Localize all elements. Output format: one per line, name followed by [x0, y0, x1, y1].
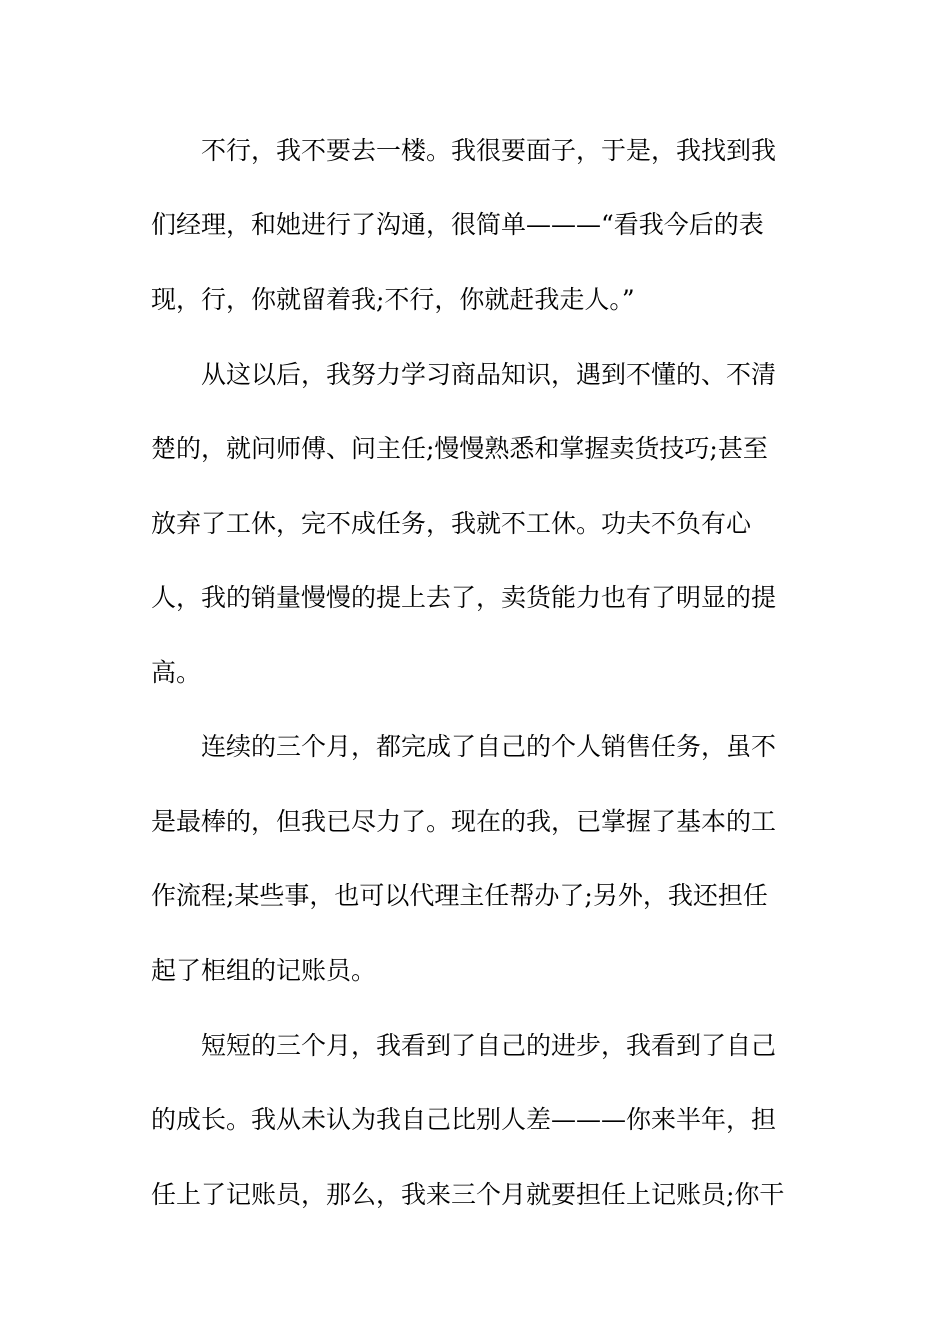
paragraph-1-line-1: 不行，我不要去一楼。我很要面子，于是，我找到我: [201, 136, 777, 165]
paragraph-2-line-3: 放弃了工休，完不成任务，我就不工休。功夫不负有心: [151, 509, 752, 538]
paragraph-3-line-1: 连续的三个月，都完成了自己的个人销售任务，虽不: [201, 732, 777, 761]
paragraph-1-line-2: 们经理，和她进行了沟通，很简单———“看我今后的表: [151, 210, 764, 239]
paragraph-4-line-1: 短短的三个月，我看到了自己的进步，我看到了自己: [201, 1031, 777, 1060]
paragraph-2-line-5: 高。: [151, 658, 202, 687]
paragraph-3-line-2: 是最棒的，但我已尽力了。现在的我，已掌握了基本的工: [151, 807, 777, 836]
paragraph-4-line-3: 任上了记账员，那么，我来三个月就要担任上记账员;你干: [151, 1180, 785, 1209]
paragraph-1-line-3: 现，行，你就留着我;不行，你就赶我走人。”: [151, 285, 635, 314]
paragraph-3-line-3: 作流程;某些事，也可以代理主任帮办了;另外，我还担任: [151, 881, 768, 910]
paragraph-4-line-2: 的成长。我从未认为我自己比别人差———你来半年，担: [151, 1105, 777, 1134]
paragraph-3-line-4: 起了柜组的记账员。: [151, 956, 377, 985]
paragraph-2-line-4: 人，我的销量慢慢的提上去了，卖货能力也有了明显的提: [151, 583, 777, 612]
paragraph-2-line-2: 楚的，就问师傅、问主任;慢慢熟悉和掌握卖货技巧;甚至: [151, 434, 768, 463]
paragraph-2-line-1: 从这以后，我努力学习商品知识，遇到不懂的、不清: [201, 360, 777, 389]
